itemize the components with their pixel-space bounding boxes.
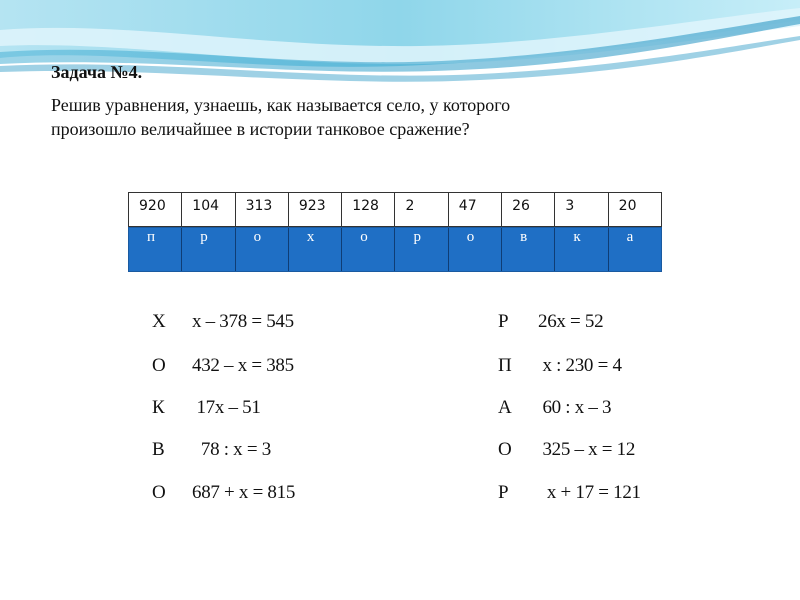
equation-right: [498, 311, 603, 333]
equation-letter: О: [498, 439, 512, 460]
question-line: произошло величайшее в истории танковое сражение?: [51, 119, 470, 139]
question-line: Решив уравнения, узнаешь, как называется село, у которого: [51, 95, 511, 115]
equation-right: [498, 397, 611, 419]
equation-right: [498, 482, 641, 504]
number-cell: 2: [395, 193, 448, 226]
equation-expression: x : 230 = 4: [538, 355, 622, 376]
number-cell: 128: [342, 193, 395, 226]
equation-expression: 687 + x = 815: [192, 482, 296, 503]
number-cell: 920: [129, 193, 182, 226]
number-cell: 3: [555, 193, 608, 226]
equation-right: [498, 355, 622, 377]
number-cell: 104: [182, 193, 235, 226]
equation-expression: x – 378 = 545: [192, 311, 294, 332]
letter-cell: р: [395, 228, 448, 271]
equation-letter: В: [152, 439, 165, 460]
equation-letter: О: [152, 355, 166, 376]
equation-left: [152, 355, 294, 377]
equation-left: [152, 397, 261, 419]
cipher-table: [128, 192, 662, 272]
number-cell: 923: [289, 193, 342, 226]
number-cell: 47: [449, 193, 502, 226]
equation-letter: А: [498, 397, 512, 418]
equation-letter: К: [152, 397, 165, 418]
equation-expression: 60 : x – 3: [538, 397, 612, 418]
equation-right: [498, 439, 635, 461]
equation-expression: x + 17 = 121: [538, 482, 641, 503]
equation-expression: 78 : x = 3: [192, 439, 271, 460]
equation-letter: П: [498, 355, 512, 376]
equation-letter: Р: [498, 482, 509, 503]
task-title: Задача №4.: [51, 62, 143, 82]
equation-expression: 432 – x = 385: [192, 355, 294, 376]
numbers-row: [128, 192, 662, 227]
letter-cell: х: [289, 228, 342, 271]
number-cell: 313: [236, 193, 289, 226]
letter-cell: к: [555, 228, 608, 271]
equation-left: [152, 439, 271, 461]
letter-cell: о: [449, 228, 502, 271]
letter-cell: в: [502, 228, 555, 271]
equation-letter: Х: [152, 311, 166, 332]
letter-cell: р: [182, 228, 235, 271]
letter-cell: а: [626, 229, 634, 245]
equation-expression: 17x – 51: [192, 397, 261, 418]
letters-row: [128, 227, 662, 272]
letter-cell: п: [129, 228, 182, 271]
equation-left: [152, 311, 294, 333]
letter-cell: о: [236, 228, 289, 271]
letter-cell: о: [342, 228, 395, 271]
equation-letter: Р: [498, 311, 509, 332]
equation-expression: 325 – x = 12: [538, 439, 636, 460]
equation-expression: 26x = 52: [538, 311, 604, 332]
task-question: [51, 93, 691, 141]
number-cell: 20: [618, 198, 637, 214]
equation-left: [152, 482, 295, 504]
equation-letter: О: [152, 482, 166, 503]
number-cell: 26: [502, 193, 555, 226]
